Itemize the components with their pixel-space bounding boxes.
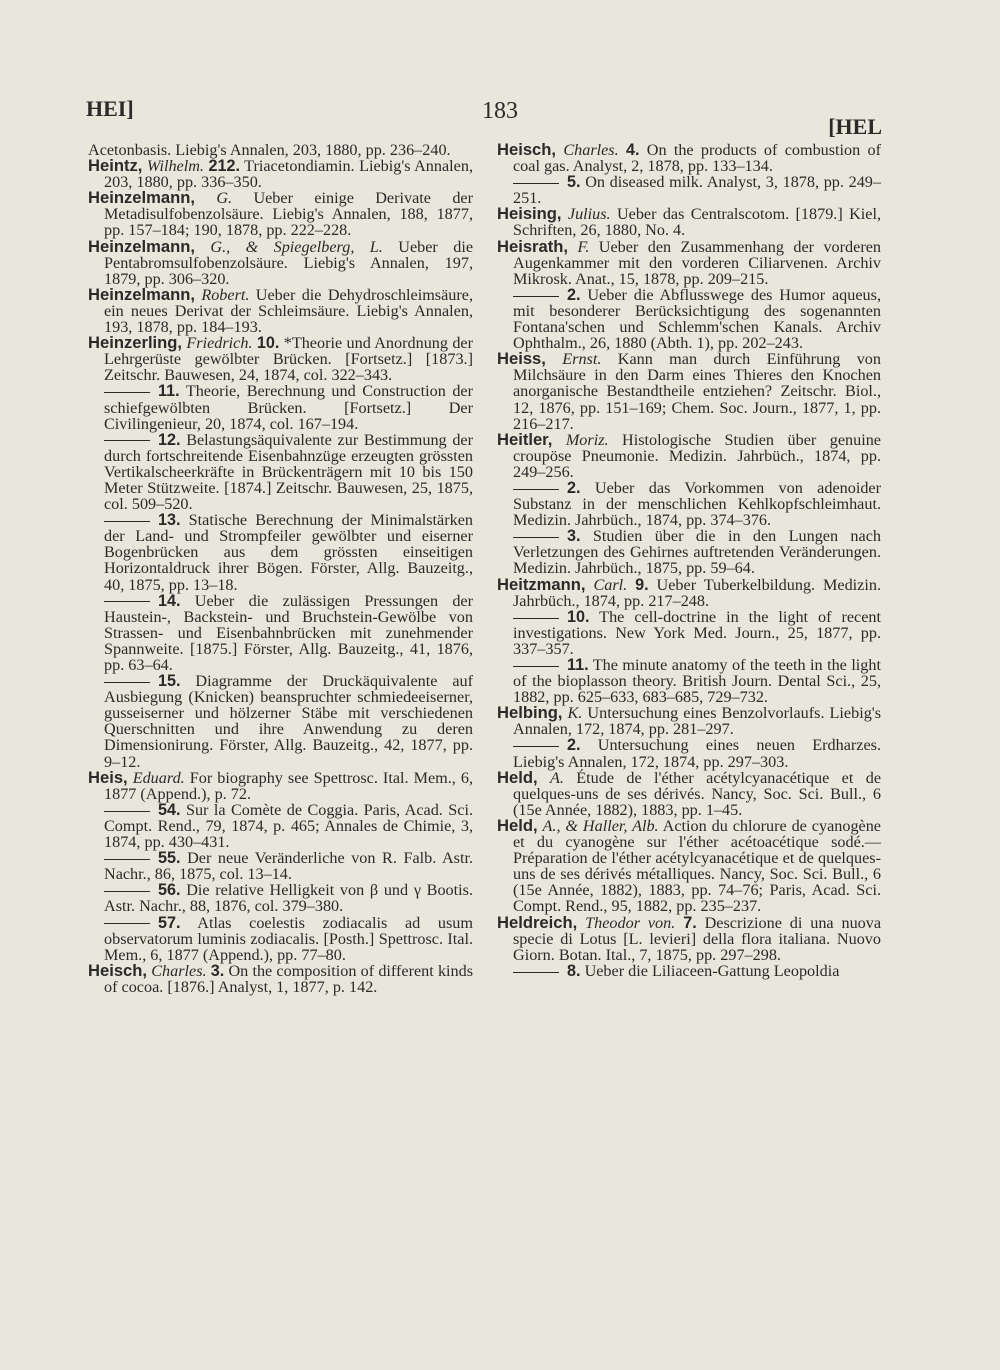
entry-number: 11. — [567, 656, 589, 674]
right-column — [497, 142, 881, 979]
dash-rule — [104, 440, 150, 441]
entry-text: Diagramme der Druckäquivalente auf Ausbiegung (Knicken) beanspruchter schmiedeeiserner, gusseiserner und hölzerner Stäbe mit verschiedenen Querschnitten und ihre Anwendung zu deren Dimensionirung. Förster, Allg. Bauzeitg., 42, 1877, pp. 9–12. — [104, 672, 473, 771]
entry-number: 12. — [158, 430, 181, 449]
author-given: K. — [567, 704, 583, 723]
author-surname: Heising, — [497, 204, 562, 224]
dash-rule — [104, 521, 150, 522]
entry-number: 57. — [158, 913, 181, 932]
entry-text: Atlas coelestis zodiacalis ad usum observatorum luminis zodiacalis. [Posth.] Spettrosc. Ital. Mem., 6, 1877 (Append.), pp. 77–80. — [104, 913, 473, 964]
entry-number: 2. — [567, 736, 581, 755]
author-given: A. — [549, 768, 564, 787]
entry-number: 14. — [158, 591, 181, 610]
entry-text: The minute anatomy of the teeth in the light of the bioplasson theory. British Journ. Dental Sci., 25, 1882, pp. 625–633, 683–685, 729–732. — [513, 656, 881, 707]
sub-entry — [88, 432, 473, 512]
author-surname: Held, — [497, 767, 538, 787]
sub-entry — [497, 657, 881, 705]
entry-text: Untersuchung eines Benzolvorlaufs. Liebig's Annalen, 172, 1874, pp. 281–297. — [513, 704, 882, 739]
entry-text: Ueber die Abflusswege des Humor aqueus, mit besonderer Berücksichtigung des sogenannten Fontana'schen und Schlemm'schen Kanals. Archiv Ophthalm., 26, 1880 (Abth. 1), pp. 202–243. — [513, 285, 881, 353]
dash-rule — [513, 666, 559, 667]
entry-number: 212. — [208, 157, 240, 176]
sub-entry — [497, 963, 881, 979]
sub-entry — [88, 383, 473, 431]
entry-text: Ueber den Zusammenhang der vorderen Augenkammer mit den vorderen Ciliarvenen. Archiv Mikrosk. Anat., 15, 1878, pp. 209–215. — [513, 237, 881, 288]
author-surname: Heiss, — [497, 349, 546, 369]
author-given: G. — [216, 189, 233, 208]
sub-entry — [497, 609, 881, 657]
author-surname: Heisch, — [88, 960, 148, 980]
entry-number: 4. — [625, 141, 640, 159]
bib-entry — [88, 284, 474, 337]
entry-number: 9. — [635, 575, 649, 594]
author-given: Eduard. — [132, 768, 185, 787]
sub-entry — [497, 528, 881, 576]
entry-text: Der neue Veränderliche von R. Falb. Astr. Nachr., 86, 1875, col. 13–14. — [104, 849, 473, 884]
author-given: G., & Spiegelberg, L. — [210, 237, 383, 256]
entry-number: 13. — [158, 511, 181, 530]
dash-rule — [513, 746, 559, 747]
dash-rule — [104, 811, 150, 812]
author-surname: Heitzmann, — [497, 574, 586, 594]
dash-rule — [104, 923, 150, 924]
page-number: 183 — [482, 98, 518, 124]
bib-entry — [497, 574, 881, 610]
author-given: A., & Haller, Alb. — [542, 816, 659, 835]
dash-rule — [104, 859, 150, 860]
entry-number: 2. — [567, 478, 581, 497]
dash-rule — [513, 183, 559, 184]
entry-text: Ueber die Liliaceen-Gattung Leopoldia — [580, 961, 840, 980]
header-right: [HEL — [828, 114, 882, 139]
sub-entry — [88, 593, 473, 673]
bib-entry — [497, 912, 882, 964]
dash-rule — [513, 537, 559, 538]
bib-entry — [497, 206, 881, 238]
bib-entry — [497, 815, 881, 916]
author-surname: Heinzelmann, — [88, 188, 195, 208]
entry-text: Ueber das Vorkommen von adenoider Substanz in der menschlichen Kehlkopfschleimhaut. Medizin. Jahrbüch., 1874, pp. 374–376. — [513, 478, 881, 530]
entry-text: Ueber die Pentabromsulfobenzolsäure. Liebig's Annalen, 197, 1879, pp. 306–320. — [104, 237, 474, 288]
author-given: Julius. — [567, 205, 611, 224]
sub-entry — [497, 480, 881, 528]
entry-text: Ueber die zulässigen Pressungen der Haustein-, Backstein- und Bruchstein-Gewölbe von Strassen- und Eisenbahnbrücken mit zunehmender Spannweite. [1875.] Förster, Allg. Bauzeitg., 41, 1876, pp. 63–64. — [104, 591, 473, 674]
sub-entry — [497, 174, 881, 206]
entry-text: Studien über die in den Lungen nach Verletzungen des Gehirnes auftretenden Veränderungen. Medizin. Jahrbüch., 1875, pp. 59–64. — [513, 527, 881, 578]
author-surname: Heldreich, — [497, 912, 578, 932]
entry-text: Ueber Tuberkelbildung. Medizin. Jahrbüch., 1874, pp. 217–248. — [513, 575, 881, 610]
entry-text: Theorie, Berechnung und Construction der schiefgewölbten Brücken. [Fortsetz.] Der Civilingenieur, 20, 1874, col. 167–194. — [104, 382, 473, 433]
bib-entry — [497, 429, 881, 481]
entry-number: 3. — [210, 961, 225, 980]
dash-rule — [104, 601, 150, 602]
sub-entry — [88, 673, 473, 770]
author-given: Ernst. — [562, 350, 602, 369]
entry-text: Acetonbasis. Liebig's Annalen, 203, 1880, pp. 236–240. — [88, 141, 451, 159]
author-given: Charles. — [563, 141, 619, 159]
author-given: Friedrich. — [186, 334, 253, 353]
entry-text: The cell-doctrine in the light of recent investigations. New York Med. Journ., 25, 1877, pp. 337–357. — [513, 607, 881, 658]
entry-number: 11. — [158, 382, 180, 401]
author-surname: Heisch, — [497, 140, 557, 159]
author-given: Robert. — [201, 285, 250, 304]
sub-entry — [88, 512, 473, 592]
entry-text: Sur la Comète de Coggia. Paris, Acad. Sci. Compt. Rend., 79, 1874, p. 465; Annales de Chimie, 3, 1874, pp. 430–431. — [104, 800, 473, 852]
author-surname: Heis, — [88, 767, 128, 787]
entry-number: 56. — [158, 881, 181, 900]
bib-entry — [497, 142, 881, 174]
entry-text: For biography see Spettrosc. Ital. Mem., 6, 1877 (Append.), p. 72. — [104, 768, 474, 803]
entry-number: 2. — [567, 285, 581, 304]
sub-entry — [88, 882, 473, 914]
bib-entry — [497, 236, 881, 288]
bib-entry — [88, 335, 473, 383]
bib-entry — [88, 960, 474, 996]
entry-number: 7. — [683, 913, 697, 932]
dash-rule — [513, 296, 559, 297]
author-surname: Held, — [497, 815, 538, 835]
header-left: HEI] — [86, 96, 134, 121]
entry-number: 3. — [567, 527, 581, 546]
entry-number: 15. — [158, 672, 181, 691]
entry-text: Ueber das Centralscotom. [1879.] Kiel, Schriften, 26, 1880, No. 4. — [513, 205, 882, 240]
entry-text: Ueber einige Derivate der Metadisulfobenzolsäure. Liebig's Annalen, 188, 1877, pp. 157–184; 190, 1878, pp. 222–228. — [104, 189, 473, 240]
author-surname: Heinzerling, — [88, 333, 183, 353]
entry-text: On diseased milk. Analyst, 3, 1878, pp. 249–251. — [513, 173, 881, 208]
entry-text: Descrizione di una nuova specie di Lotus [L. levieri] della flora italiana. Nuovo Giorn. Botan. Ital., 7, 1875, pp. 297–298. — [513, 913, 882, 964]
entry-number: 10. — [567, 607, 590, 626]
dash-rule — [513, 489, 559, 490]
entry-text: *Theorie und Anordnung der Lehrgerüste gewölbter Brücken. [Fortsetz.] [1873.] Zeitschr. Bauwesen, 24, 1874, col. 322–343. — [104, 334, 474, 385]
bib-entry — [497, 767, 882, 819]
entry-text: Belastungsäquivalente zur Bestimmung der durch fortschreitende Eisenbahnzüge erzeugten grössten Vertikalscheerkräfte in Brückenträgern mit 10 bis 150 Meter Stützweite. [1874.] Zeitschr. Bauwesen, 25, 1875, col. 509–520. — [104, 430, 473, 514]
entry-number: 8. — [567, 961, 581, 980]
author-given: Moriz. — [565, 430, 609, 449]
entry-text: Histologische Studien über genuine croupöse Pneumonie. Medizin. Jahrbüch., 1874, pp. 249–256. — [513, 430, 881, 481]
dash-rule — [513, 972, 559, 973]
entry-text: On the products of combustion of coal gas. Analyst, 2, 1878, pp. 133–134. — [513, 141, 882, 176]
entry-number: 10. — [256, 334, 280, 353]
dash-rule — [104, 392, 150, 393]
author-given: Theodor von. — [585, 913, 676, 932]
author-surname: Heinzelmann, — [88, 284, 195, 304]
dash-rule — [104, 682, 150, 683]
author-given: Wilhelm. — [146, 157, 204, 176]
entry-text: On the composition of different kinds of cocoa. [1876.] Analyst, 1, 1877, p. 142. — [104, 961, 474, 996]
sub-entry — [88, 915, 473, 963]
author-surname: Heintz, — [88, 156, 143, 176]
entry-text: Ueber die Dehydroschleimsäure, ein neues Derivat der Schleimsäure. Liebig's Annalen, 193, 1878, pp. 184–193. — [104, 285, 474, 337]
left-column — [88, 142, 473, 995]
bib-entry — [88, 158, 473, 190]
sub-entry — [88, 802, 473, 850]
bib-entry — [88, 767, 474, 803]
bib-entry — [88, 190, 473, 238]
sub-entry — [497, 287, 881, 351]
bib-entry — [88, 236, 474, 288]
entry-text: Triacetondiamin. Liebig's Annalen, 203, 1880, pp. 336–350. — [104, 157, 473, 192]
author-surname: Helbing, — [497, 703, 563, 723]
bib-entry — [497, 351, 881, 431]
entry-text: Die relative Helligkeit von β und γ Bootis. Astr. Nachr., 88, 1876, col. 379–380. — [104, 881, 473, 916]
entry-text: Étude de l'éther acétylcyanacétique et de quelques-uns de ses dérivés. Nancy, Soc. Sci. Bull., 6 (15e Année, 1882), 1883, pp. 1–45. — [513, 768, 882, 819]
entry-number: 55. — [158, 849, 181, 868]
entry-number: 54. — [158, 800, 181, 819]
bib-entry — [497, 705, 881, 737]
entry-text: Untersuchung eines neuen Erdharzes. Liebig's Annalen, 172, 1874, pp. 297–303. — [513, 736, 881, 771]
entry-text: Statische Berechnung der Minimalstärken der Land- und Strompfeiler gewölbter und eiserner Bogenbrücken aus dem grössten einseitigen Horizontaldruck ihrer Bögen. Förster, Allg. Bauzeitg., 40, 1875, pp. 13–18. — [104, 511, 473, 594]
author-given: Carl. — [593, 575, 628, 594]
author-surname: Heitler, — [497, 429, 553, 449]
author-surname: Heinzelmann, — [88, 236, 195, 256]
sub-entry — [497, 737, 881, 769]
entry-number: 5. — [567, 173, 581, 192]
entry-text: Action du chlorure de cyanogène et du cyanogène sur l'éther acétoacétique sodé.—Préparation de l'éther acétylcyanacétique et de quelques-uns de ses dérivés métalliques. Nancy, Soc. Sci. Bull., 6 (15e Année, 1882), 1883, pp. 74–76; Paris, Acad. Sci. Compt. Rend., 95, 1882, pp. 235–237. — [513, 816, 881, 916]
dash-rule — [513, 618, 559, 619]
author-given: F. — [577, 237, 590, 256]
entry-text: Kann man durch Einführung von Milchsäure in den Darm eines Thieres den Knochen anorganische Bestandtheile entziehen? Zeitschr. Biol., 12, 1876, pp. 151–169; Chem. Soc. Journ., 1877, 1, pp. 216–217. — [513, 350, 881, 433]
author-given: Charles. — [151, 961, 207, 980]
sub-entry — [88, 850, 473, 882]
dash-rule — [104, 891, 150, 892]
continued-entry — [88, 142, 473, 158]
author-surname: Heisrath, — [497, 236, 569, 256]
